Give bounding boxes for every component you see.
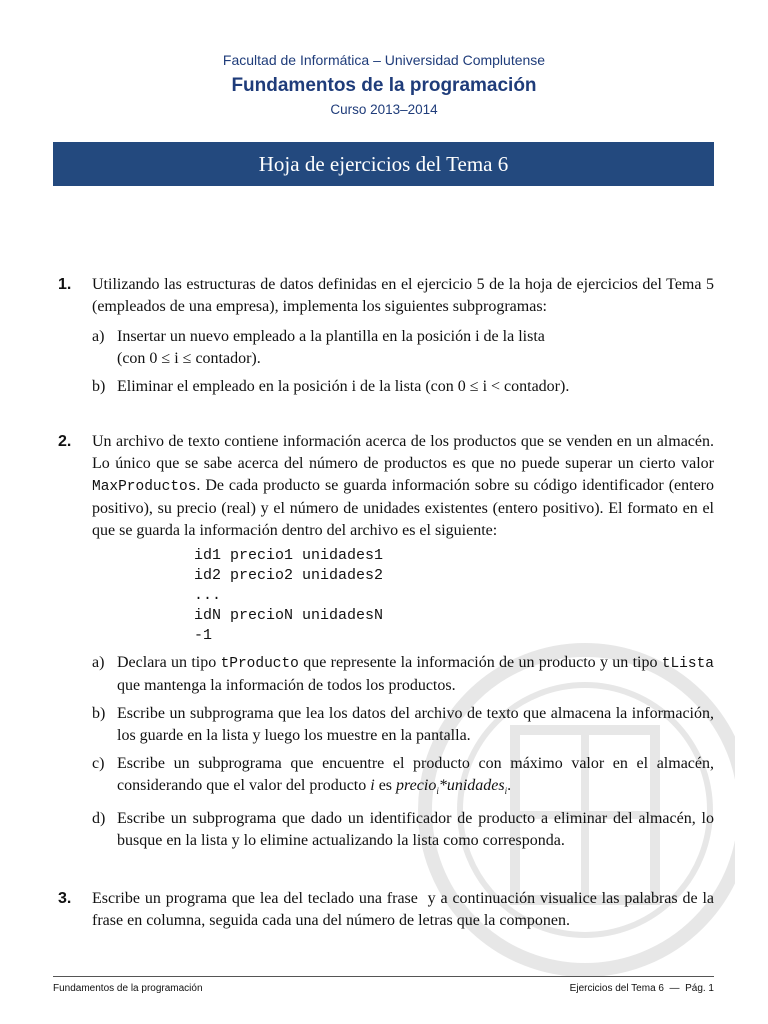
- exercise-number: 3.: [58, 890, 72, 907]
- item-text: Eliminar el empleado en la posición i de la lista (con 0 ≤ i < contador).: [117, 378, 570, 395]
- exercise-item: [92, 753, 714, 802]
- item-text: Declara un tipo tProducto que represente la información de un producto y un tipo tLista que mantenga la información de todos los productos.: [117, 654, 714, 694]
- faculty-heading: Facultad de Informática – Universidad Complutense: [222, 52, 546, 68]
- item-text-cont: (con 0 ≤ i ≤ contador).: [117, 350, 261, 367]
- file-format-code: [194, 546, 714, 646]
- footer-course: Fundamentos de la programación: [53, 983, 203, 994]
- exercise-item: [92, 703, 714, 747]
- item-label: c): [92, 755, 105, 772]
- item-text: Escribe un subprograma que lea los datos del archivo de texto que almacena la información, los guarde en la lista y luego los muestre en la pantalla.: [117, 705, 714, 744]
- code-line: idN precioN unidadesN: [194, 607, 384, 624]
- exercise-item: [92, 808, 714, 852]
- course-year: Curso 2013–2014: [330, 102, 438, 117]
- item-label: b): [92, 378, 106, 395]
- exercise-item: [92, 326, 714, 370]
- footer-divider: [53, 976, 714, 977]
- exercise-text: Un archivo de texto contiene información acerca de los productos que se venden en un almacén. Lo único que se sabe acerca del número de productos es que no puede superar un cierto valor MaxProductos. De cada producto se guarda información sobre su código identificador (entero positivo), su precio (real) y el número de unidades existentes (entero positivo). El formato en el que se guarda la información dentro del archivo es el siguiente:: [92, 433, 714, 539]
- item-label: a): [92, 654, 105, 671]
- item-label: b): [92, 705, 106, 722]
- exercise-number: 2.: [58, 433, 72, 450]
- sheet-title-banner: Hoja de ejercicios del Tema 6: [53, 142, 714, 186]
- exercise-item: [92, 376, 714, 398]
- item-text: Escribe un subprograma que dado un identificador de producto a eliminar del almacén, lo busque en la lista y lo elimine actualizando la lista como corresponda.: [117, 810, 714, 850]
- item-text: Escribe un subprograma que encuentre el producto con máximo valor en el almacén, considerando que el valor del producto i es precio$_i$*unidades$_i$.: [117, 755, 714, 797]
- exercise-item: [92, 652, 714, 697]
- item-label: a): [92, 328, 105, 345]
- code-identifier: MaxProductos: [92, 479, 197, 495]
- item-text: Insertar un nuevo empleado a la plantilla en la posición i de la lista: [117, 328, 545, 345]
- exercise-1: [58, 274, 714, 398]
- exercise-number: 1.: [58, 276, 72, 293]
- course-title: Fundamentos de la programación: [231, 75, 537, 96]
- item-label: d): [92, 810, 106, 828]
- exercise-text: Escribe un programa que lea del teclado una frase y a continuación visualice las palabras de la frase en columna, seguida cada una del número de letras que la componen.: [92, 890, 718, 929]
- exercise-2: [58, 431, 714, 852]
- exercise-text: Utilizando las estructuras de datos definidas en el ejercicio 5 de la hoja de ejercicios del Tema 5 (empleados de una empresa), implementa los siguientes subprogramas:: [92, 276, 714, 315]
- code-line: id1 precio1 unidades1: [194, 547, 384, 564]
- code-line: ...: [194, 587, 222, 604]
- code-line: id2 precio2 unidades2: [194, 567, 384, 584]
- code-identifier: tProducto: [220, 656, 299, 672]
- code-line: -1: [194, 627, 213, 644]
- code-identifier: tLista: [661, 656, 714, 672]
- exercise-3: [58, 888, 718, 932]
- footer-page-info: Ejercicios del Tema 6 — Pág. 1: [569, 983, 714, 994]
